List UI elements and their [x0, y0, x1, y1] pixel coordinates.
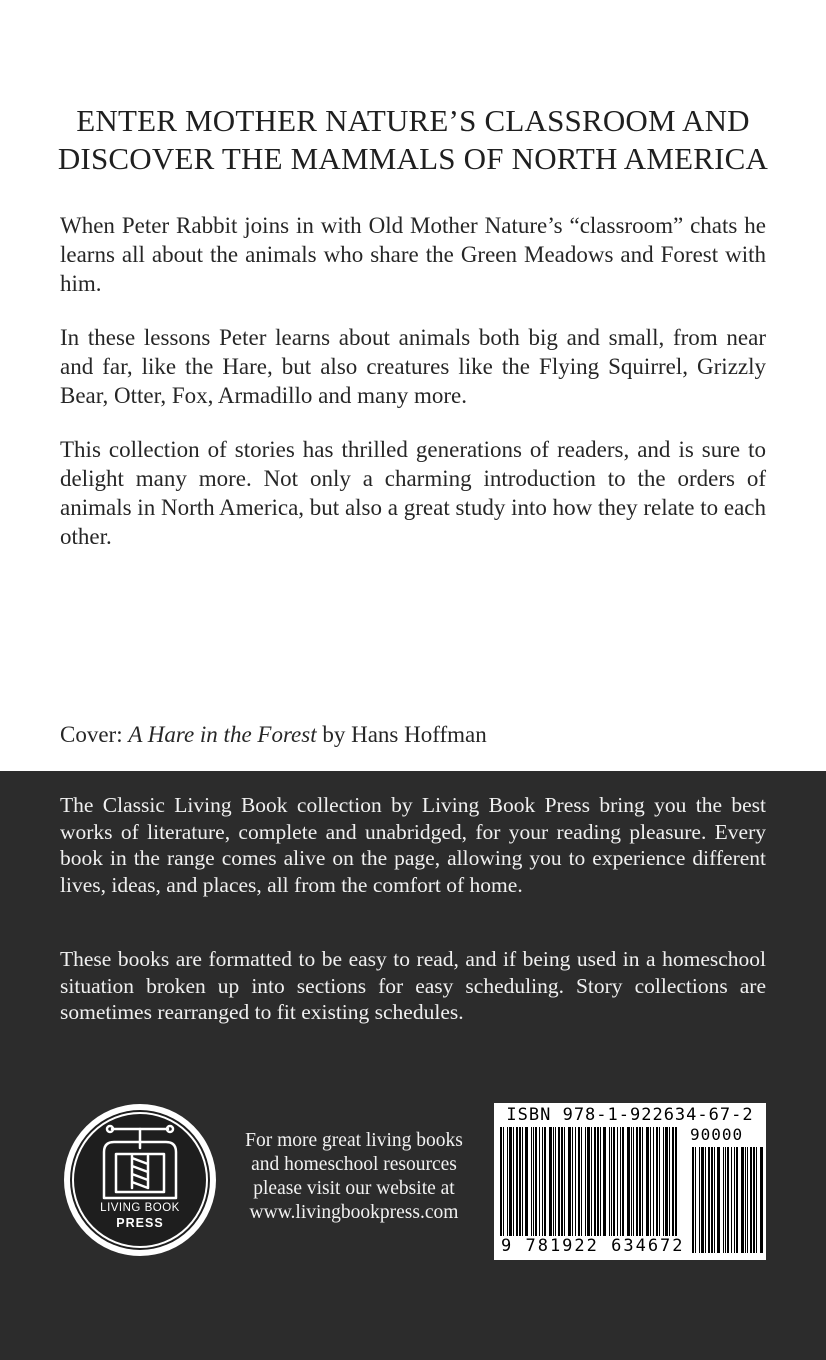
barcode-digits: 9 781922 634672 — [498, 1236, 688, 1256]
barcode-bar — [636, 1127, 638, 1245]
barcode-bar — [747, 1147, 748, 1253]
barcode-bar — [561, 1127, 563, 1245]
barcode-bar — [714, 1147, 715, 1253]
promo-line-2: and homeschool resources — [251, 1154, 457, 1175]
barcode-bar — [542, 1127, 543, 1245]
credit-artist: by Hans Hoffman — [316, 722, 487, 747]
barcode-bar — [631, 1127, 632, 1245]
barcode-bar — [594, 1127, 596, 1245]
barcode-bar — [701, 1147, 704, 1253]
credit-prefix: Cover: — [60, 722, 129, 747]
barcode-bar — [669, 1127, 670, 1245]
book-press-icon — [62, 1102, 218, 1258]
barcode-bar — [731, 1147, 732, 1253]
barcode-bar — [622, 1127, 624, 1245]
barcode-bar — [585, 1127, 586, 1245]
barcode-bar — [675, 1127, 677, 1245]
barcode-bar — [603, 1127, 606, 1245]
barcode-bar — [663, 1127, 664, 1245]
barcode-bar — [734, 1147, 735, 1253]
barcode-bar — [535, 1127, 537, 1245]
barcode-bar — [531, 1127, 532, 1245]
cover-credit — [60, 720, 487, 749]
barcode-bar — [609, 1127, 610, 1245]
barcode-bar — [639, 1127, 641, 1245]
barcode-bar — [597, 1127, 599, 1245]
barcode-bar — [555, 1127, 556, 1245]
barcode-bar — [572, 1127, 573, 1245]
description-paragraph-3: This collection of stories has thrilled generations of readers, and is sure to delight many more. Not only a charming introduction to the orders of animals in North America, but also a great study into how they relate to each other. — [60, 437, 766, 549]
barcode-bar — [760, 1147, 763, 1253]
barcode-bar — [756, 1147, 757, 1253]
barcode-bar — [745, 1147, 746, 1253]
barcode-bar — [525, 1127, 528, 1245]
barcode-bar — [617, 1127, 618, 1245]
isbn-barcode — [494, 1103, 766, 1260]
logo-line-1: LIVING BOOK — [100, 1202, 180, 1214]
website-promo — [228, 1129, 480, 1225]
barcode-bar — [727, 1147, 729, 1253]
barcode-bar — [553, 1127, 554, 1245]
barcode-bar — [519, 1127, 521, 1245]
barcode-bar — [705, 1147, 706, 1253]
barcode-bar — [581, 1127, 582, 1245]
barcode-bar — [699, 1147, 700, 1253]
barcode-bar — [665, 1127, 668, 1245]
barcode-bar — [578, 1127, 580, 1245]
barcode-bar — [549, 1127, 552, 1245]
barcode-bar — [613, 1127, 615, 1245]
description-paragraph-2: In these lessons Peter learns about animals both big and small, from near and far, like the Hare, but also creatures like the Flying Squirrel, Grizzly Bear, Otter, Fox, Armadillo and many more. — [60, 325, 766, 408]
barcode-bar — [544, 1127, 546, 1245]
barcode-addon-price: 90000 — [690, 1125, 744, 1144]
barcode-bar — [627, 1127, 630, 1245]
logo-line-2: PRESS — [116, 1216, 164, 1230]
barcode-bar — [516, 1127, 518, 1245]
barcode-bar — [711, 1147, 713, 1253]
barcode-bar — [587, 1127, 590, 1245]
promo-line-3: please visit our website at — [253, 1178, 455, 1199]
barcode-bar — [659, 1127, 660, 1245]
barcode-bar — [723, 1147, 724, 1253]
barcode-bar — [611, 1127, 612, 1245]
barcode-bar — [672, 1127, 674, 1245]
barcode-bar — [708, 1147, 710, 1253]
barcode-bar — [717, 1147, 720, 1253]
barcode-bar — [503, 1127, 504, 1245]
barcode-bar — [600, 1127, 601, 1245]
barcode-bar — [507, 1127, 508, 1245]
heading-line-1: ENTER MOTHER NATURE’S CLASSROOM AND — [76, 103, 750, 138]
description-paragraph-1: When Peter Rabbit joins in with Old Mother Nature’s “classroom” chats he learns all about the animals who share the Green Meadows and Forest with him. — [60, 213, 766, 296]
barcode-bar — [539, 1127, 540, 1245]
barcode-bar — [642, 1127, 643, 1245]
barcode-bar — [522, 1127, 523, 1245]
barcode-bar — [500, 1127, 502, 1245]
website-link[interactable]: www.livingbookpress.com — [249, 1202, 459, 1223]
barcode-bar — [650, 1127, 651, 1245]
barcode-bar — [509, 1127, 512, 1245]
barcode-bar — [513, 1127, 514, 1245]
barcode-bar — [646, 1127, 649, 1245]
promo-line-1: For more great living books — [245, 1130, 463, 1151]
barcode-bar — [533, 1127, 534, 1245]
barcode-bar — [695, 1147, 696, 1253]
barcode-bar — [575, 1127, 576, 1245]
barcode-bar — [741, 1147, 744, 1253]
heading-line-2: DISCOVER THE MAMMALS OF NORTH AMERICA — [57, 141, 769, 176]
barcode-bar — [558, 1127, 560, 1245]
collection-paragraph-1: The Classic Living Book collection by Living Book Press bring you the best works of literature, complete and unabridged, for your reading pleasure. Every book in the range comes alive on the page, allowing you to experience different lives, ideas, and places, all from the comfort of home. — [60, 793, 766, 897]
barcode-bar — [750, 1147, 752, 1253]
barcode-bar — [591, 1127, 592, 1245]
barcode-bar — [753, 1147, 755, 1253]
barcode-bar — [620, 1127, 621, 1245]
barcode-bar — [692, 1147, 694, 1253]
barcode-bar — [653, 1127, 654, 1245]
back-cover-heading — [40, 102, 786, 178]
barcode-bar — [633, 1127, 634, 1245]
credit-artwork-title: A Hare in the Forest — [128, 722, 317, 747]
barcode-bar — [564, 1127, 565, 1245]
barcode-bar — [656, 1127, 658, 1245]
collection-paragraph-2: These books are formatted to be easy to read, and if being used in a homeschool situation broken up into sections for easy scheduling. Story collections are sometimes rearranged to fit existing schedules. — [60, 947, 766, 1024]
isbn-label: ISBN 978-1-922634-67-2 — [506, 1105, 754, 1125]
barcode-bar — [725, 1147, 726, 1253]
barcode-bar — [736, 1147, 738, 1253]
barcode-bar — [568, 1127, 571, 1245]
